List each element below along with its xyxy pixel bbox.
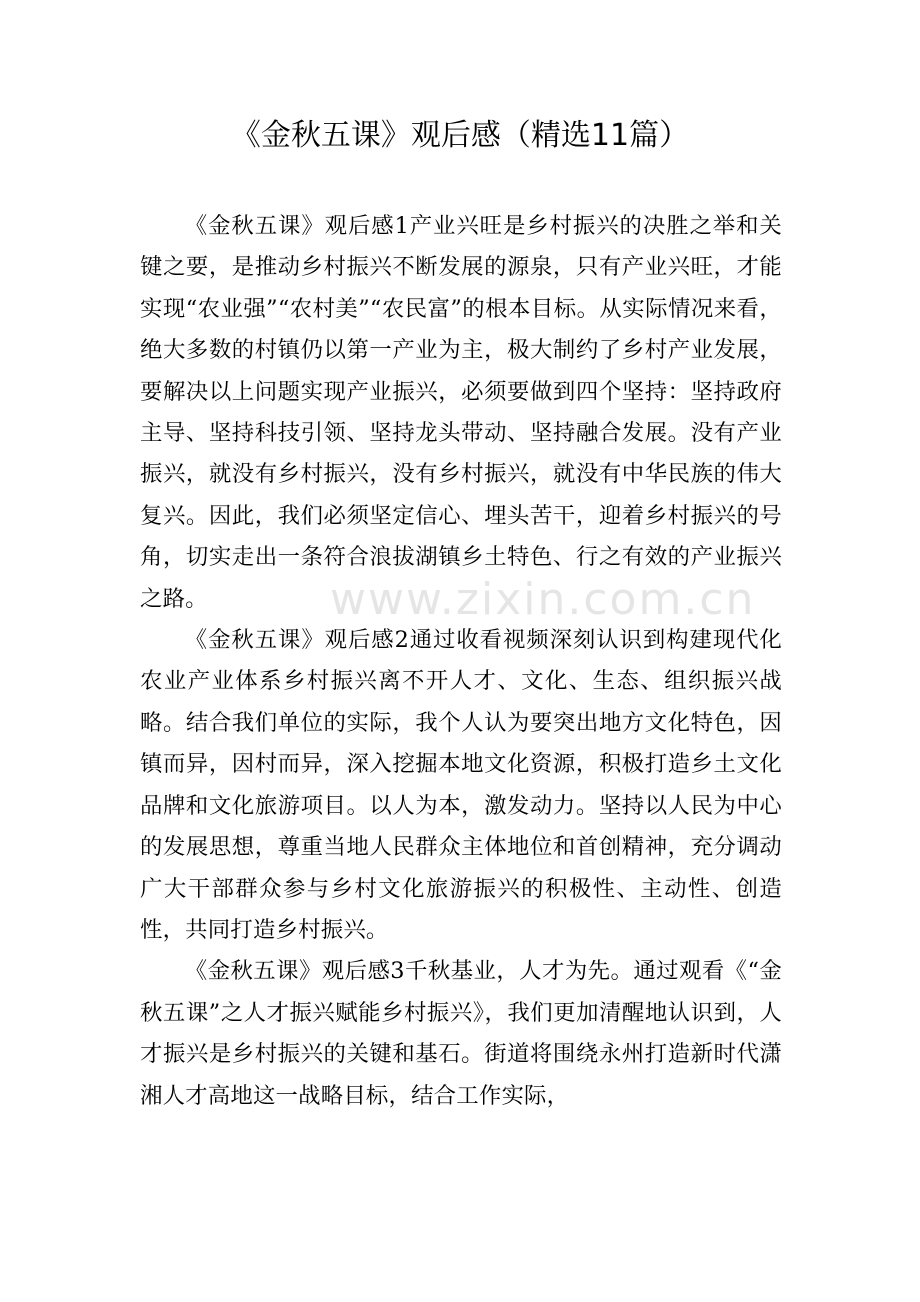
paragraph-2: 《金秋五课》观后感2通过收看视频深刻认识到构建现代化农业产业体系乡村振兴离不开人才、文化、生态、组织振兴战略。结合我们单位的实际，我个人认为要突出地方文化特色，因镇而异，因村而异，深入挖掘本地文化资源，积极打造乡土文化品牌和文化旅游项目。以人为本，激发动力。坚持以人民为中心的发展思想，尊重当地人民群众主体地位和首创精神，充分调动广大干部群众参与乡村文化旅游振兴的积极性、主动性、创造性，共同打造乡村振兴。 xyxy=(140,627,782,943)
document-title: 《金秋五课》观后感（精选11篇） xyxy=(230,118,690,153)
paragraph-3: 《金秋五课》观后感3千秋基业，人才为先。通过观看《“金秋五课”之人才振兴赋能乡村振兴》，我们更加清醒地认识到，人才振兴是乡村振兴的关键和基石。街道将围绕永州打造新时代潇湘人才高地这一战略目标，结合工作实际， xyxy=(140,958,782,1109)
document-body xyxy=(140,206,782,1117)
paragraph-1: 《金秋五课》观后感1产业兴旺是乡村振兴的决胜之举和关键之要，是推动乡村振兴不断发展的源泉，只有产业兴旺，才能实现“农业强”“农村美”“农民富”的根本目标。从实际情况来看，绝大多数的村镇仍以第一产业为主，极大制约了乡村产业发展，要解决以上问题实现产业振兴，必须要做到四个坚持：坚持政府主导、坚持科技引领、坚持龙头带动、坚持融合发展。没有产业振兴，就没有乡村振兴，没有乡村振兴，就没有中华民族的伟大复兴。因此，我们必须坚定信心、埋头苦干，迎着乡村振兴的号角，切实走出一条符合浪拔湖镇乡土特色、行之有效的产业振兴之路。 xyxy=(140,213,782,612)
watermark: www.zixin.com.cn xyxy=(330,574,756,625)
